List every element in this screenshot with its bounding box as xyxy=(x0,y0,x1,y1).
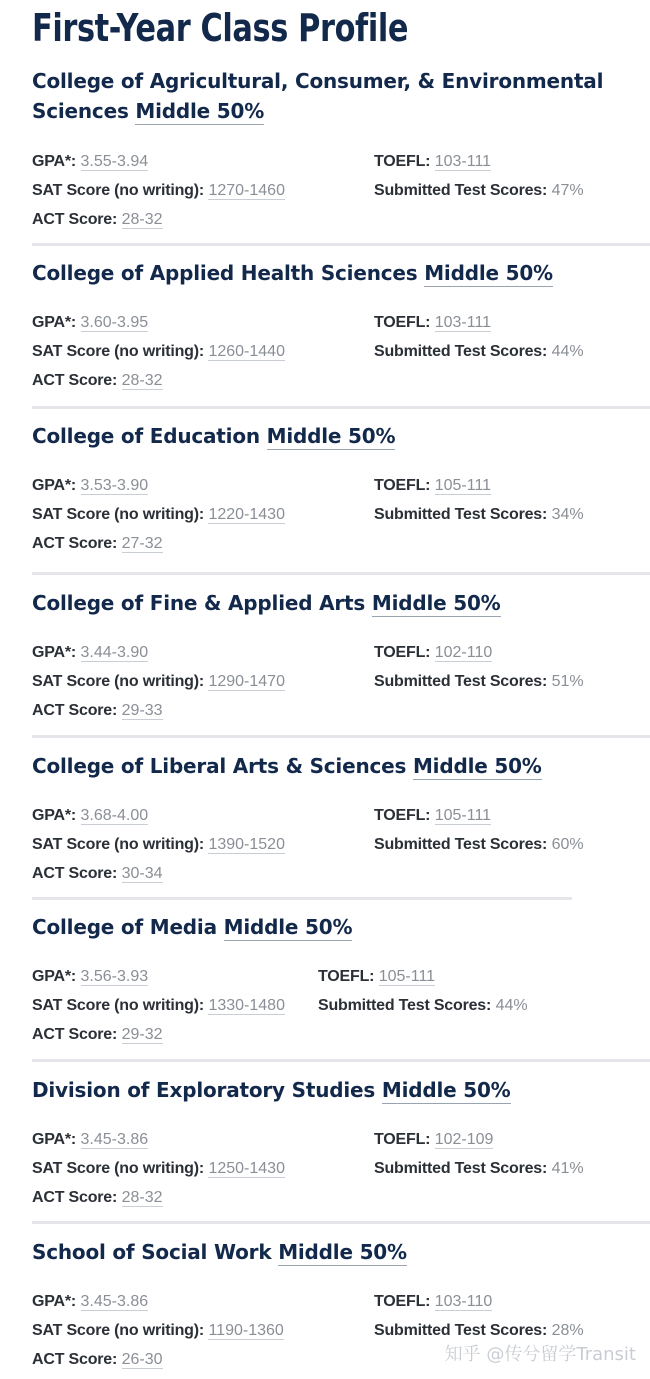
gpa-label: GPA*: xyxy=(32,314,77,331)
gpa-row xyxy=(32,966,148,988)
act-row xyxy=(32,209,163,231)
act-label: ACT Score: xyxy=(32,865,118,882)
college-section xyxy=(32,751,650,781)
act-value: 28-32 xyxy=(121,372,163,389)
section-divider xyxy=(32,406,650,409)
submitted-label: Submitted Test Scores: xyxy=(374,673,548,690)
college-name: College of Fine & Applied Arts xyxy=(32,591,366,615)
toefl-label: TOEFL: xyxy=(374,477,431,494)
submitted-label: Submitted Test Scores: xyxy=(374,1322,548,1339)
gpa-value: 3.60-3.95 xyxy=(80,314,149,331)
submitted-value: 41% xyxy=(551,1160,584,1177)
middle-50-link[interactable]: Middle 50% xyxy=(371,591,501,615)
toefl-label: TOEFL: xyxy=(374,644,431,661)
sat-row xyxy=(32,1158,285,1180)
sat-label: SAT Score (no writing): xyxy=(32,182,204,199)
college-name: School of Social Work xyxy=(32,1240,272,1264)
sat-row xyxy=(32,504,285,526)
toefl-value: 103-111 xyxy=(434,153,492,170)
college-heading xyxy=(32,421,650,451)
college-name: College of Liberal Arts & Sciences xyxy=(32,754,407,778)
toefl-label: TOEFL: xyxy=(374,1293,431,1310)
toefl-value: 105-111 xyxy=(434,807,492,824)
gpa-value: 3.55-3.94 xyxy=(80,153,149,170)
act-label: ACT Score: xyxy=(32,535,118,552)
college-heading xyxy=(32,1075,650,1105)
section-divider xyxy=(32,243,650,246)
toefl-label: TOEFL: xyxy=(374,153,431,170)
gpa-value: 3.68-4.00 xyxy=(80,807,149,824)
gpa-value: 3.56-3.93 xyxy=(80,968,149,985)
toefl-row xyxy=(374,151,491,173)
submitted-label: Submitted Test Scores: xyxy=(374,506,548,523)
gpa-label: GPA*: xyxy=(32,807,77,824)
sat-label: SAT Score (no writing): xyxy=(32,506,204,523)
college-heading xyxy=(32,1237,650,1267)
act-label: ACT Score: xyxy=(32,1189,118,1206)
gpa-label: GPA*: xyxy=(32,1293,77,1310)
college-section xyxy=(32,588,650,618)
submitted-row xyxy=(374,1320,584,1342)
gpa-label: GPA*: xyxy=(32,644,77,661)
act-row xyxy=(32,1349,163,1371)
submitted-label: Submitted Test Scores: xyxy=(318,997,492,1014)
toefl-row xyxy=(374,475,491,497)
submitted-value: 34% xyxy=(551,506,584,523)
college-heading xyxy=(32,66,650,126)
sat-value: 1390-1520 xyxy=(208,836,285,853)
gpa-row xyxy=(32,805,148,827)
gpa-label: GPA*: xyxy=(32,968,77,985)
college-heading xyxy=(32,912,650,942)
submitted-row xyxy=(374,834,584,856)
college-name: College of Education xyxy=(32,424,260,448)
act-value: 27-32 xyxy=(121,535,163,552)
submitted-row xyxy=(374,671,584,693)
act-value: 30-34 xyxy=(121,865,163,882)
college-name: College of Agricultural, Consumer, & Environmental xyxy=(32,69,604,93)
college-heading xyxy=(32,751,650,781)
act-row xyxy=(32,533,163,555)
gpa-row xyxy=(32,642,148,664)
submitted-value: 44% xyxy=(495,997,528,1014)
sat-row xyxy=(32,341,285,363)
toefl-row xyxy=(374,1291,492,1313)
college-name: Division of Exploratory Studies xyxy=(32,1078,376,1102)
toefl-row xyxy=(374,642,492,664)
sat-value: 1290-1470 xyxy=(208,673,285,690)
gpa-row xyxy=(32,151,148,173)
gpa-label: GPA*: xyxy=(32,477,77,494)
gpa-row xyxy=(32,475,148,497)
college-section xyxy=(32,912,650,942)
act-label: ACT Score: xyxy=(32,1026,118,1043)
submitted-value: 44% xyxy=(551,343,584,360)
gpa-value: 3.44-3.90 xyxy=(80,644,149,661)
submitted-value: 28% xyxy=(551,1322,584,1339)
toefl-value: 103-110 xyxy=(434,1293,493,1310)
toefl-label: TOEFL: xyxy=(374,314,431,331)
act-label: ACT Score: xyxy=(32,372,118,389)
section-divider xyxy=(32,897,572,900)
sat-label: SAT Score (no writing): xyxy=(32,1160,204,1177)
submitted-row xyxy=(318,995,528,1017)
act-label: ACT Score: xyxy=(32,211,118,228)
act-row xyxy=(32,370,163,392)
section-divider xyxy=(32,1059,650,1062)
gpa-row xyxy=(32,312,148,334)
middle-50-link[interactable]: Middle 50% xyxy=(135,99,265,123)
act-row xyxy=(32,1187,163,1209)
submitted-label: Submitted Test Scores: xyxy=(374,836,548,853)
college-name-cont: Sciences xyxy=(32,99,129,123)
gpa-value: 3.45-3.86 xyxy=(80,1293,149,1310)
sat-row xyxy=(32,671,285,693)
middle-50-link[interactable]: Middle 50% xyxy=(223,915,353,939)
middle-50-link[interactable]: Middle 50% xyxy=(412,754,542,778)
sat-row xyxy=(32,1320,284,1342)
sat-label: SAT Score (no writing): xyxy=(32,836,204,853)
sat-value: 1190-1360 xyxy=(208,1322,284,1339)
sat-row xyxy=(32,180,285,202)
submitted-value: 47% xyxy=(551,182,584,199)
sat-value: 1270-1460 xyxy=(208,182,285,199)
toefl-row xyxy=(374,1129,493,1151)
submitted-row xyxy=(374,1158,584,1180)
submitted-value: 51% xyxy=(551,673,584,690)
toefl-label: TOEFL: xyxy=(374,1131,431,1148)
act-value: 29-32 xyxy=(121,1026,163,1043)
act-row xyxy=(32,1024,163,1046)
gpa-label: GPA*: xyxy=(32,153,77,170)
college-section xyxy=(32,66,650,126)
middle-50-link[interactable]: Middle 50% xyxy=(266,424,396,448)
toefl-value: 102-109 xyxy=(434,1131,494,1148)
page-title: First-Year Class Profile xyxy=(32,6,409,50)
sat-row xyxy=(32,834,285,856)
section-divider xyxy=(32,572,650,575)
sat-value: 1250-1430 xyxy=(208,1160,285,1177)
toefl-label: TOEFL: xyxy=(374,807,431,824)
toefl-value: 105-111 xyxy=(378,968,436,985)
toefl-row xyxy=(374,805,491,827)
submitted-row xyxy=(374,180,584,202)
sat-label: SAT Score (no writing): xyxy=(32,673,204,690)
act-value: 28-32 xyxy=(121,211,163,228)
toefl-row xyxy=(318,966,435,988)
gpa-value: 3.53-3.90 xyxy=(80,477,149,494)
college-heading xyxy=(32,588,650,618)
act-label: ACT Score: xyxy=(32,702,118,719)
submitted-label: Submitted Test Scores: xyxy=(374,343,548,360)
section-divider xyxy=(32,1221,650,1224)
submitted-label: Submitted Test Scores: xyxy=(374,182,548,199)
submitted-row xyxy=(374,504,584,526)
gpa-row xyxy=(32,1291,148,1313)
sat-value: 1260-1440 xyxy=(208,343,285,360)
gpa-label: GPA*: xyxy=(32,1131,77,1148)
watermark: 知乎 @传兮留学Transit xyxy=(444,1344,636,1365)
act-value: 28-32 xyxy=(121,1189,163,1206)
gpa-value: 3.45-3.86 xyxy=(80,1131,149,1148)
middle-50-link[interactable]: Middle 50% xyxy=(278,1240,407,1264)
sat-row xyxy=(32,995,285,1017)
toefl-label: TOEFL: xyxy=(318,968,375,985)
toefl-value: 103-111 xyxy=(434,314,492,331)
act-row xyxy=(32,700,163,722)
college-section xyxy=(32,258,650,288)
submitted-row xyxy=(374,341,584,363)
submitted-label: Submitted Test Scores: xyxy=(374,1160,548,1177)
sat-value: 1220-1430 xyxy=(208,506,285,523)
sat-label: SAT Score (no writing): xyxy=(32,1322,204,1339)
college-section xyxy=(32,1075,650,1105)
middle-50-link[interactable]: Middle 50% xyxy=(381,1078,511,1102)
act-label: ACT Score: xyxy=(32,1351,118,1368)
toefl-value: 102-110 xyxy=(434,644,493,661)
act-row xyxy=(32,863,163,885)
college-section xyxy=(32,421,650,451)
toefl-row xyxy=(374,312,491,334)
act-value: 26-30 xyxy=(121,1351,163,1368)
middle-50-link[interactable]: Middle 50% xyxy=(424,261,553,285)
sat-value: 1330-1480 xyxy=(208,997,285,1014)
sat-label: SAT Score (no writing): xyxy=(32,343,204,360)
toefl-value: 105-111 xyxy=(434,477,492,494)
gpa-row xyxy=(32,1129,148,1151)
sat-label: SAT Score (no writing): xyxy=(32,997,204,1014)
section-divider xyxy=(32,735,650,738)
act-value: 29-33 xyxy=(121,702,163,719)
college-name: College of Media xyxy=(32,915,217,939)
submitted-value: 60% xyxy=(551,836,584,853)
college-name: College of Applied Health Sciences xyxy=(32,261,418,285)
college-heading xyxy=(32,258,650,288)
college-section xyxy=(32,1237,650,1267)
